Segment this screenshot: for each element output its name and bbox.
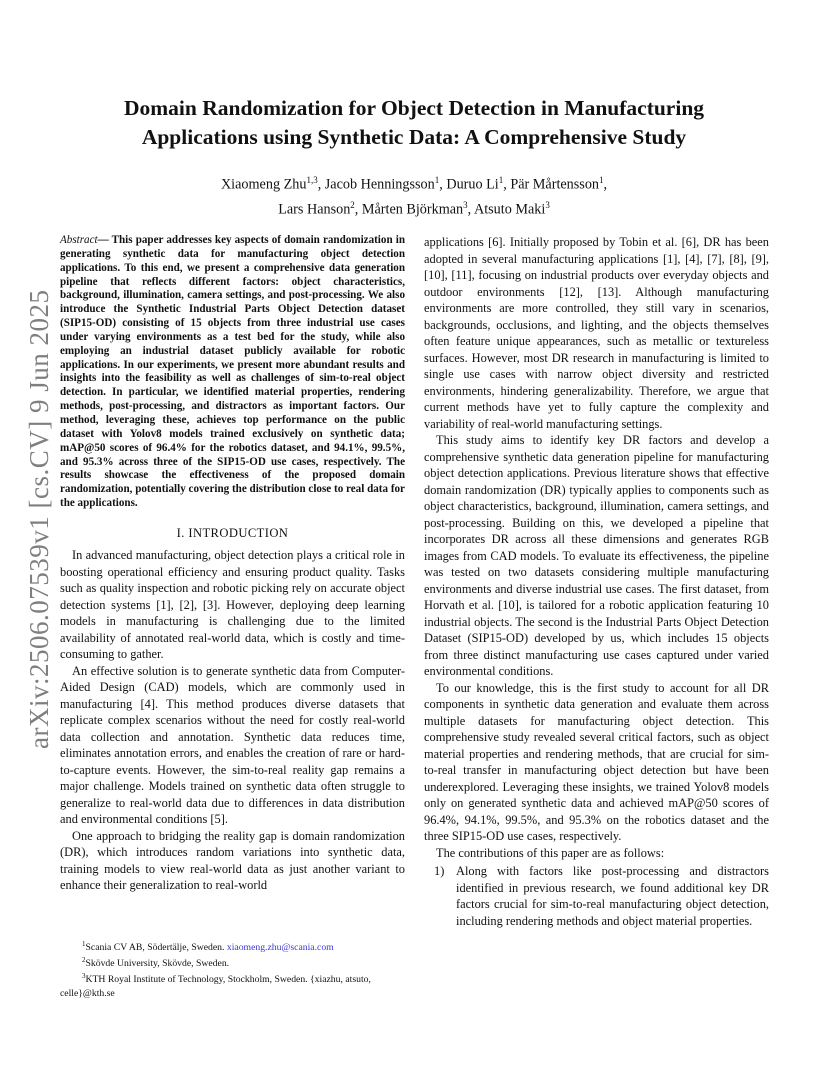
author-affiliation-mark: 1,3 <box>306 175 318 185</box>
footnote-1 <box>60 938 405 954</box>
abstract-lead: Abstract <box>60 234 98 246</box>
footnote-mark: 2 <box>82 956 86 965</box>
author-affiliation-mark: 1 <box>599 175 604 185</box>
footnote-text: Skövde University, Skövde, Sweden. <box>85 958 230 970</box>
list-number: 1) <box>434 864 445 878</box>
body-paragraph: One approach to bridging the reality gap is domain randomization (DR), which introduces random variations into synthetic data, training models to view real-world data as just another variant to enhance their generalization to real-world <box>60 828 405 893</box>
contribution-text: Along with factors like post-processing and distractors identified in previous research, we found additional key DR factors crucial for sim-to-real manufacturing object detection, including rendering methods and object material properties. <box>456 864 769 928</box>
author-name: Atsuto Maki <box>473 201 546 218</box>
footnote-mark: 3 <box>82 972 86 981</box>
body-paragraph: This study aims to identify key DR factors and develop a comprehensive synthetic data generation pipeline for manufacturing object detection applications. Previous literature shows that effective domain randomization (DR) typically applies to components such as object characteristics, background, illumination, camera settings, and post-processing. Building on this, we developed a pipeline that incorporates DR across all these dimensions and generates RGB images from CAD models. To evaluate its effectiveness, the pipeline was tested on two datasets considering multiple manufacturing environments and diverse industrial use cases. The first dataset, from Horvath et al. [10], is tailored for a robotic application featuring 10 industrial objects. The second is the Industrial Parts Object Detection Dataset (SIP15-OD) developed by us, which includes 15 objects from three distinct manufacturing use cases captured under varied environmental conditions. <box>424 433 769 678</box>
body-paragraph: An effective solution is to generate synthetic data from Computer-Aided Design (CAD) models, which are commonly used in manufacturing [4]. This method produces diverse datasets that replicate complex scenarios without the need for costly real-world data collection and annotation. Synthetic data reduces time, eliminates annotation errors, and enables the creation of rare or hard-to-capture events. However, the sim-to-real reality gap remains a major challenge. Models trained on synthetic data often struggle to generalize to real-world data due to differences in data distribution and environmental conditions [5]. <box>60 663 405 827</box>
footnote-mark: 1 <box>82 940 86 948</box>
author-affiliation-mark: 1 <box>434 175 440 185</box>
author-name: Duruo Li <box>446 176 499 193</box>
abstract <box>60 234 405 511</box>
footnote-3 <box>60 970 405 999</box>
body-paragraph-continued: applications [6]. Initially proposed by Tobin et al. [6], DR has been adopted in several manufacturing applications [1], [4], [7], [8], [9], [10], [11], focusing on industrial products over everyday objects and outdoor environments [12], [13]. Although manufacturing environments are more controlled, they still vary in scenarios, backgrounds, occlusions, and lighting, and the objects themselves often feature unique appearances, such as metallic or textureless surfaces. However, most DR research in manufacturing is limited to single use cases with narrow object diversity and restricted environments, hindering generalizability. Therefore, we argue that current methods have yet to fully capture the complexity and variability of real-world manufacturing settings. <box>424 235 769 431</box>
arxiv-identifier-text: arXiv:2506.07539v1 [cs.CV] 9 Jun 2025 <box>24 289 54 749</box>
author-name: Mårten Björkman <box>361 201 464 218</box>
body-paragraph: To our knowledge, this is the first study to account for all DR components in synthetic data generation and evaluate them across multiple datasets for manufacturing object detection. This comprehensive study revealed several critical factors, such as object material properties and rendering methods, that are crucial for sim-to-real transfer in manufacturing object detection but have been underexplored. Leveraging these insights, we trained Yolov8 models only on generated synthetic data and achieved mAP@50 scores of 96.4%, 94.1%, 99.5%, and 95.3% on the robotics dataset and the three SIP15-OD use cases, respectively. <box>424 680 769 843</box>
paper-title <box>60 94 768 152</box>
contribution-list <box>424 863 769 929</box>
author-affiliation-mark: 2 <box>350 199 355 210</box>
left-column <box>60 234 405 894</box>
section-heading-introduction: I. INTRODUCTION <box>176 525 289 540</box>
author-affiliation-mark: 3 <box>545 199 550 210</box>
abstract-body: — This paper addresses key aspects of domain randomization in generating synthetic data for manufacturing object detection applications. To this end, we present a comprehensive data generation pipeline that reflects different factors: object characteristics, background, illumination, camera settings, and post-processing. We also introduce the Synthetic Industrial Parts Object Detection dataset (SIP15-OD) consisting of 15 objects from three industrial use cases under varying environments as a test bed for the study, while also employing an industrial dataset publicly available for robotic applications. In our experiments, we present more abundant results and insights into the feasibility as well as challenges of sim-to-real object detection. In particular, we identified material properties, rendering methods, post-processing, and distractors as important factors. Our method, leveraging these, achieves top performance on the public dataset with Yolov8 models trained exclusively on synthetic data; mAP@50 scores of 96.4% for the robotics dataset, and 94.1%, 99.5%, and 95.3% across three of the SIP15-OD use cases, respectively. The results showcase the effectiveness of the proposed domain randomization, potentially covering the distribution close to real data for the applications. <box>60 234 405 510</box>
right-column <box>424 234 769 929</box>
author-name: Pär Mårtensson <box>510 176 600 193</box>
author-affiliation-mark: 3 <box>463 199 468 210</box>
footnote-text: Scania CV AB, Södertälje, Sweden. <box>85 942 227 954</box>
author-affiliation-mark: 1 <box>498 175 504 185</box>
footnote-2 <box>60 954 405 970</box>
author-name: Lars Hanson <box>278 201 351 218</box>
contribution-item <box>424 863 769 929</box>
email-link[interactable]: xiaomeng.zhu@scania.com <box>226 942 334 954</box>
footnote-text: KTH Royal Institute of Technology, Stockholm, Sweden. {xiazhu, atsuto, celle}@kth.se <box>60 974 371 999</box>
title-line-1: Domain Randomization for Object Detection in Manufacturing <box>123 96 705 120</box>
author-list <box>110 170 718 219</box>
title-line-2: Applications using Synthetic Data: A Comprehensive Study <box>141 125 687 149</box>
body-paragraph: The contributions of this paper are as follows: <box>436 845 665 860</box>
author-name: Xiaomeng Zhu <box>220 176 307 193</box>
author-line-2: Lars Hanson$^2$, Mårten Björkman$^3$, Atsuto Maki$^3$ <box>278 199 550 218</box>
arxiv-identifier-stamp <box>24 289 60 780</box>
body-paragraph: In advanced manufacturing, object detection plays a critical role in boosting operational efficiency and ensuring product quality. Tasks such as quality inspection and robotic picking rely on accurate object detection systems [1], [2], [3]. However, deploying deep learning models in manufacturing is challenging due to the limited availability of annotated real-world data, which is costly and time-consuming to gather. <box>60 548 405 662</box>
author-line-1: Xiaomeng Zhu$^{1,3}$, Jacob Henningsson$^1$, Duruo Li$^1$, Pär Mårtensson$^1$, <box>220 175 608 193</box>
footnotes <box>60 938 405 1000</box>
author-name: Jacob Henningsson <box>324 176 435 193</box>
